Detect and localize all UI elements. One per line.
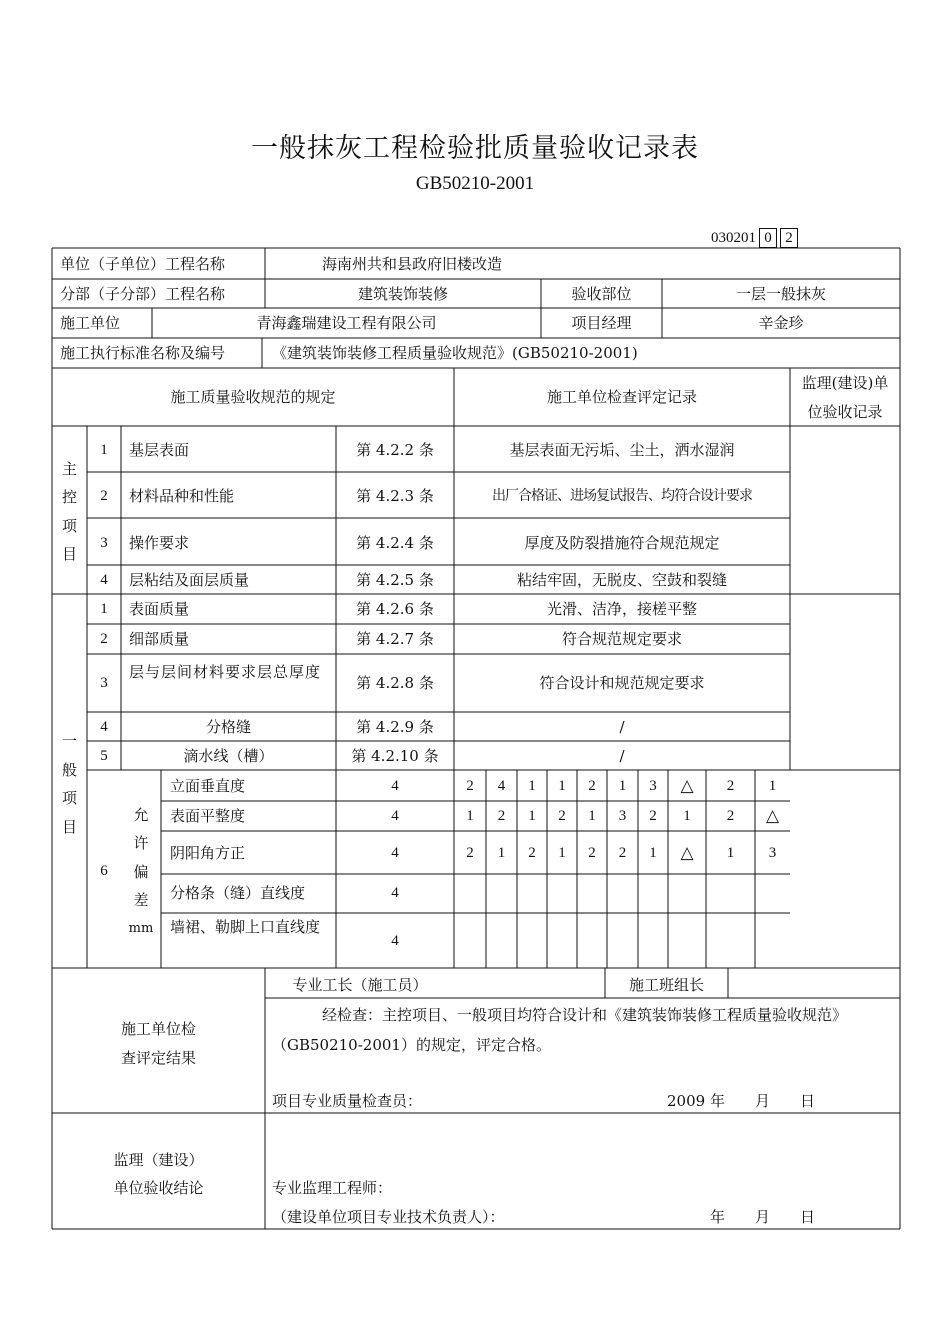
main-item-clause: 第 4.2.2 条 xyxy=(356,441,434,459)
main-item-no: 3 xyxy=(100,535,108,551)
main-section-label-char: 目 xyxy=(61,545,77,563)
deviation-row-name: 表面平整度 xyxy=(170,807,246,825)
deviation-value-cell: 3 xyxy=(768,845,777,861)
main-item-no: 4 xyxy=(100,572,108,588)
main-item-name: 层粘结及面层质量 xyxy=(129,571,250,589)
general-item-no: 1 xyxy=(100,601,108,617)
standard-code: GB50210-2001 xyxy=(415,173,535,194)
deviation-row-limit: 4 xyxy=(391,808,399,824)
deviation-value-cell: 2 xyxy=(588,845,596,861)
supervising-engineer-label: 专业监理工程师： xyxy=(272,1179,393,1197)
general-section-label-char: 项 xyxy=(61,789,77,807)
deviation-value-cell: △ xyxy=(765,806,780,825)
deviation-value-cell: 1 xyxy=(558,778,566,794)
deviation-label-char: 允 xyxy=(133,806,149,824)
deviation-value-cell: 1 xyxy=(768,778,777,794)
general-item-clause: 第 4.2.6 条 xyxy=(356,600,434,618)
general-item-record: / xyxy=(619,718,625,736)
supervisor-conclusion-label-line1: 监理（建设） xyxy=(113,1151,204,1169)
foreman-label: 专业工长（施工员） xyxy=(292,976,428,994)
general-item-record: 光滑、洁净，接槎平整 xyxy=(546,600,697,618)
deviation-value-cell: 1 xyxy=(618,778,627,794)
general-item-name: 表面质量 xyxy=(129,600,190,618)
deviation-value-cell: 2 xyxy=(649,808,657,824)
general-item-no: 2 xyxy=(100,631,108,647)
main-item-clause: 第 4.2.4 条 xyxy=(356,534,434,552)
deviation-label-char: 偏 xyxy=(133,863,149,881)
deviation-row-limit: 4 xyxy=(391,778,399,794)
general-item-no: 4 xyxy=(100,719,108,735)
deviation-value-cell: 1 xyxy=(497,845,506,861)
deviation-row-name: 墙裙、勒脚上口直线度 xyxy=(170,918,321,936)
deviation-value-cell: 1 xyxy=(528,778,536,794)
main-item-record: 基层表面无污垢、尘土，洒水湿润 xyxy=(509,441,735,459)
general-item-name: 分格缝 xyxy=(205,718,251,736)
deviation-value-cell: 2 xyxy=(588,778,596,794)
deviation-value-cell: 2 xyxy=(618,845,627,861)
contractor-value: 青海鑫瑞建设工程有限公司 xyxy=(256,314,437,332)
sub-project-label: 分部（子分部）工程名称 xyxy=(60,285,226,303)
main-item-clause: 第 4.2.3 条 xyxy=(356,487,434,505)
main-section-label-char: 项 xyxy=(61,517,77,535)
deviation-value-cell: 1 xyxy=(466,808,474,824)
acceptance-part-value: 一层一般抹灰 xyxy=(735,285,826,303)
general-item-clause: 第 4.2.10 条 xyxy=(351,747,439,765)
deviation-item-no: 6 xyxy=(100,863,108,879)
deviation-label-char: 差 xyxy=(133,891,149,909)
inspector-date: 2009 年 月 日 xyxy=(667,1092,815,1110)
general-item-no: 3 xyxy=(100,675,108,691)
deviation-value-cell: 2 xyxy=(726,778,735,794)
general-item-name: 层与层间材料要求层总厚度 xyxy=(129,663,322,681)
main-item-no: 1 xyxy=(100,442,108,458)
deviation-value-cell: 2 xyxy=(558,808,566,824)
general-section-label-char: 般 xyxy=(61,761,77,779)
main-item-no: 2 xyxy=(100,488,108,504)
deviation-row-name: 立面垂直度 xyxy=(170,777,246,795)
main-item-name: 操作要求 xyxy=(129,534,190,552)
form-number-prefix: 030201 xyxy=(711,230,756,246)
deviation-label-unit: mm xyxy=(128,921,154,936)
deviation-value-cell: 2 xyxy=(497,808,506,824)
general-item-no: 5 xyxy=(100,748,108,764)
sub-project-value: 建筑装饰装修 xyxy=(357,285,448,303)
deviation-value-cell: 2 xyxy=(466,778,474,794)
main-item-clause: 第 4.2.5 条 xyxy=(356,571,434,589)
owner-tech-lead-label: （建设单位项目专业技术负责人）： xyxy=(272,1208,505,1226)
deviation-value-cell: 1 xyxy=(683,808,691,824)
spec-column-header: 施工质量验收规范的规定 xyxy=(170,388,336,406)
team-leader-label: 施工班组长 xyxy=(628,976,704,994)
general-item-clause: 第 4.2.9 条 xyxy=(356,718,434,736)
supervisor-column-header-line1: 监理(建设)单 xyxy=(801,374,889,392)
inspector-label: 项目专业质量检查员： xyxy=(272,1092,423,1110)
contractor-label: 施工单位 xyxy=(60,314,121,332)
deviation-row-limit: 4 xyxy=(391,845,399,861)
deviation-row-limit: 4 xyxy=(391,885,399,901)
general-section-label-char: 目 xyxy=(61,818,77,836)
unit-project-label: 单位（子单位）工程名称 xyxy=(60,255,226,273)
general-item-record: 符合规范规定要求 xyxy=(561,630,682,648)
main-section-label-char: 控 xyxy=(61,488,77,506)
acceptance-part-label: 验收部位 xyxy=(571,285,632,303)
deviation-value-cell: 1 xyxy=(528,808,536,824)
deviation-value-cell: △ xyxy=(680,843,694,862)
main-section-label-char: 主 xyxy=(61,460,77,478)
conclusion-text-line1: 经检查：主控项目、一般项目均符合设计和《建筑装饰装修工程质量验收规范》 xyxy=(322,1006,848,1024)
deviation-value-cell: 1 xyxy=(558,845,566,861)
main-item-name: 基层表面 xyxy=(129,441,190,459)
main-item-record: 厚度及防裂措施符合规范规定 xyxy=(524,534,720,552)
form-number-box-1: 0 xyxy=(759,228,777,248)
deviation-label-char: 许 xyxy=(133,834,149,852)
page-title: 一般抹灰工程检验批质量验收记录表 xyxy=(251,133,699,164)
general-item-clause: 第 4.2.7 条 xyxy=(356,630,434,648)
deviation-value-cell: 2 xyxy=(528,845,536,861)
standard-value: 《建筑装饰装修工程质量验收规范》(GB50210-2001) xyxy=(272,344,638,362)
general-item-record: 符合设计和规范规定要求 xyxy=(539,674,705,692)
owner-date: 年 月 日 xyxy=(710,1208,816,1226)
deviation-row-name: 阴阳角方正 xyxy=(170,844,246,862)
deviation-value-cell: 3 xyxy=(618,808,627,824)
general-item-name: 滴水线（槽） xyxy=(183,747,274,765)
supervisor-conclusion-label-line2: 单位验收结论 xyxy=(113,1179,204,1197)
main-item-record: 出厂合格证、进场复试报告、均符合设计要求 xyxy=(492,488,752,504)
general-item-name: 细部质量 xyxy=(129,630,190,648)
standard-label: 施工执行标准名称及编号 xyxy=(60,344,226,362)
deviation-value-cell: △ xyxy=(680,776,694,795)
deviation-value-cell: 4 xyxy=(497,778,506,794)
unit-project-value: 海南州共和县政府旧楼改造 xyxy=(322,255,503,273)
main-item-record: 粘结牢固，无脱皮、空鼓和裂缝 xyxy=(516,571,727,589)
manager-label: 项目经理 xyxy=(571,314,632,332)
deviation-value-cell: 2 xyxy=(466,845,474,861)
conclusion-text-line2: （GB50210-2001）的规定，评定合格。 xyxy=(272,1036,551,1054)
deviation-value-cell: 1 xyxy=(649,845,657,861)
general-item-clause: 第 4.2.8 条 xyxy=(356,674,434,692)
deviation-value-cell: 1 xyxy=(726,845,735,861)
contractor-result-label-line1: 施工单位检 xyxy=(120,1020,196,1038)
deviation-value-cell: 1 xyxy=(588,808,596,824)
general-item-record: / xyxy=(619,747,625,765)
main-item-name: 材料品种和性能 xyxy=(129,487,235,505)
deviation-value-cell: 2 xyxy=(726,808,735,824)
record-column-header: 施工单位检查评定记录 xyxy=(546,388,697,406)
form-number-box-2: 2 xyxy=(780,228,798,248)
manager-value: 辛金珍 xyxy=(758,314,804,332)
deviation-value-cell: 3 xyxy=(649,778,657,794)
contractor-result-label-line2: 查评定结果 xyxy=(120,1049,196,1067)
deviation-row-name: 分格条（缝）直线度 xyxy=(170,884,306,902)
deviation-row-limit: 4 xyxy=(391,933,399,949)
supervisor-column-header-line2: 位验收记录 xyxy=(807,403,883,421)
general-section-label-char: 一 xyxy=(61,732,77,750)
